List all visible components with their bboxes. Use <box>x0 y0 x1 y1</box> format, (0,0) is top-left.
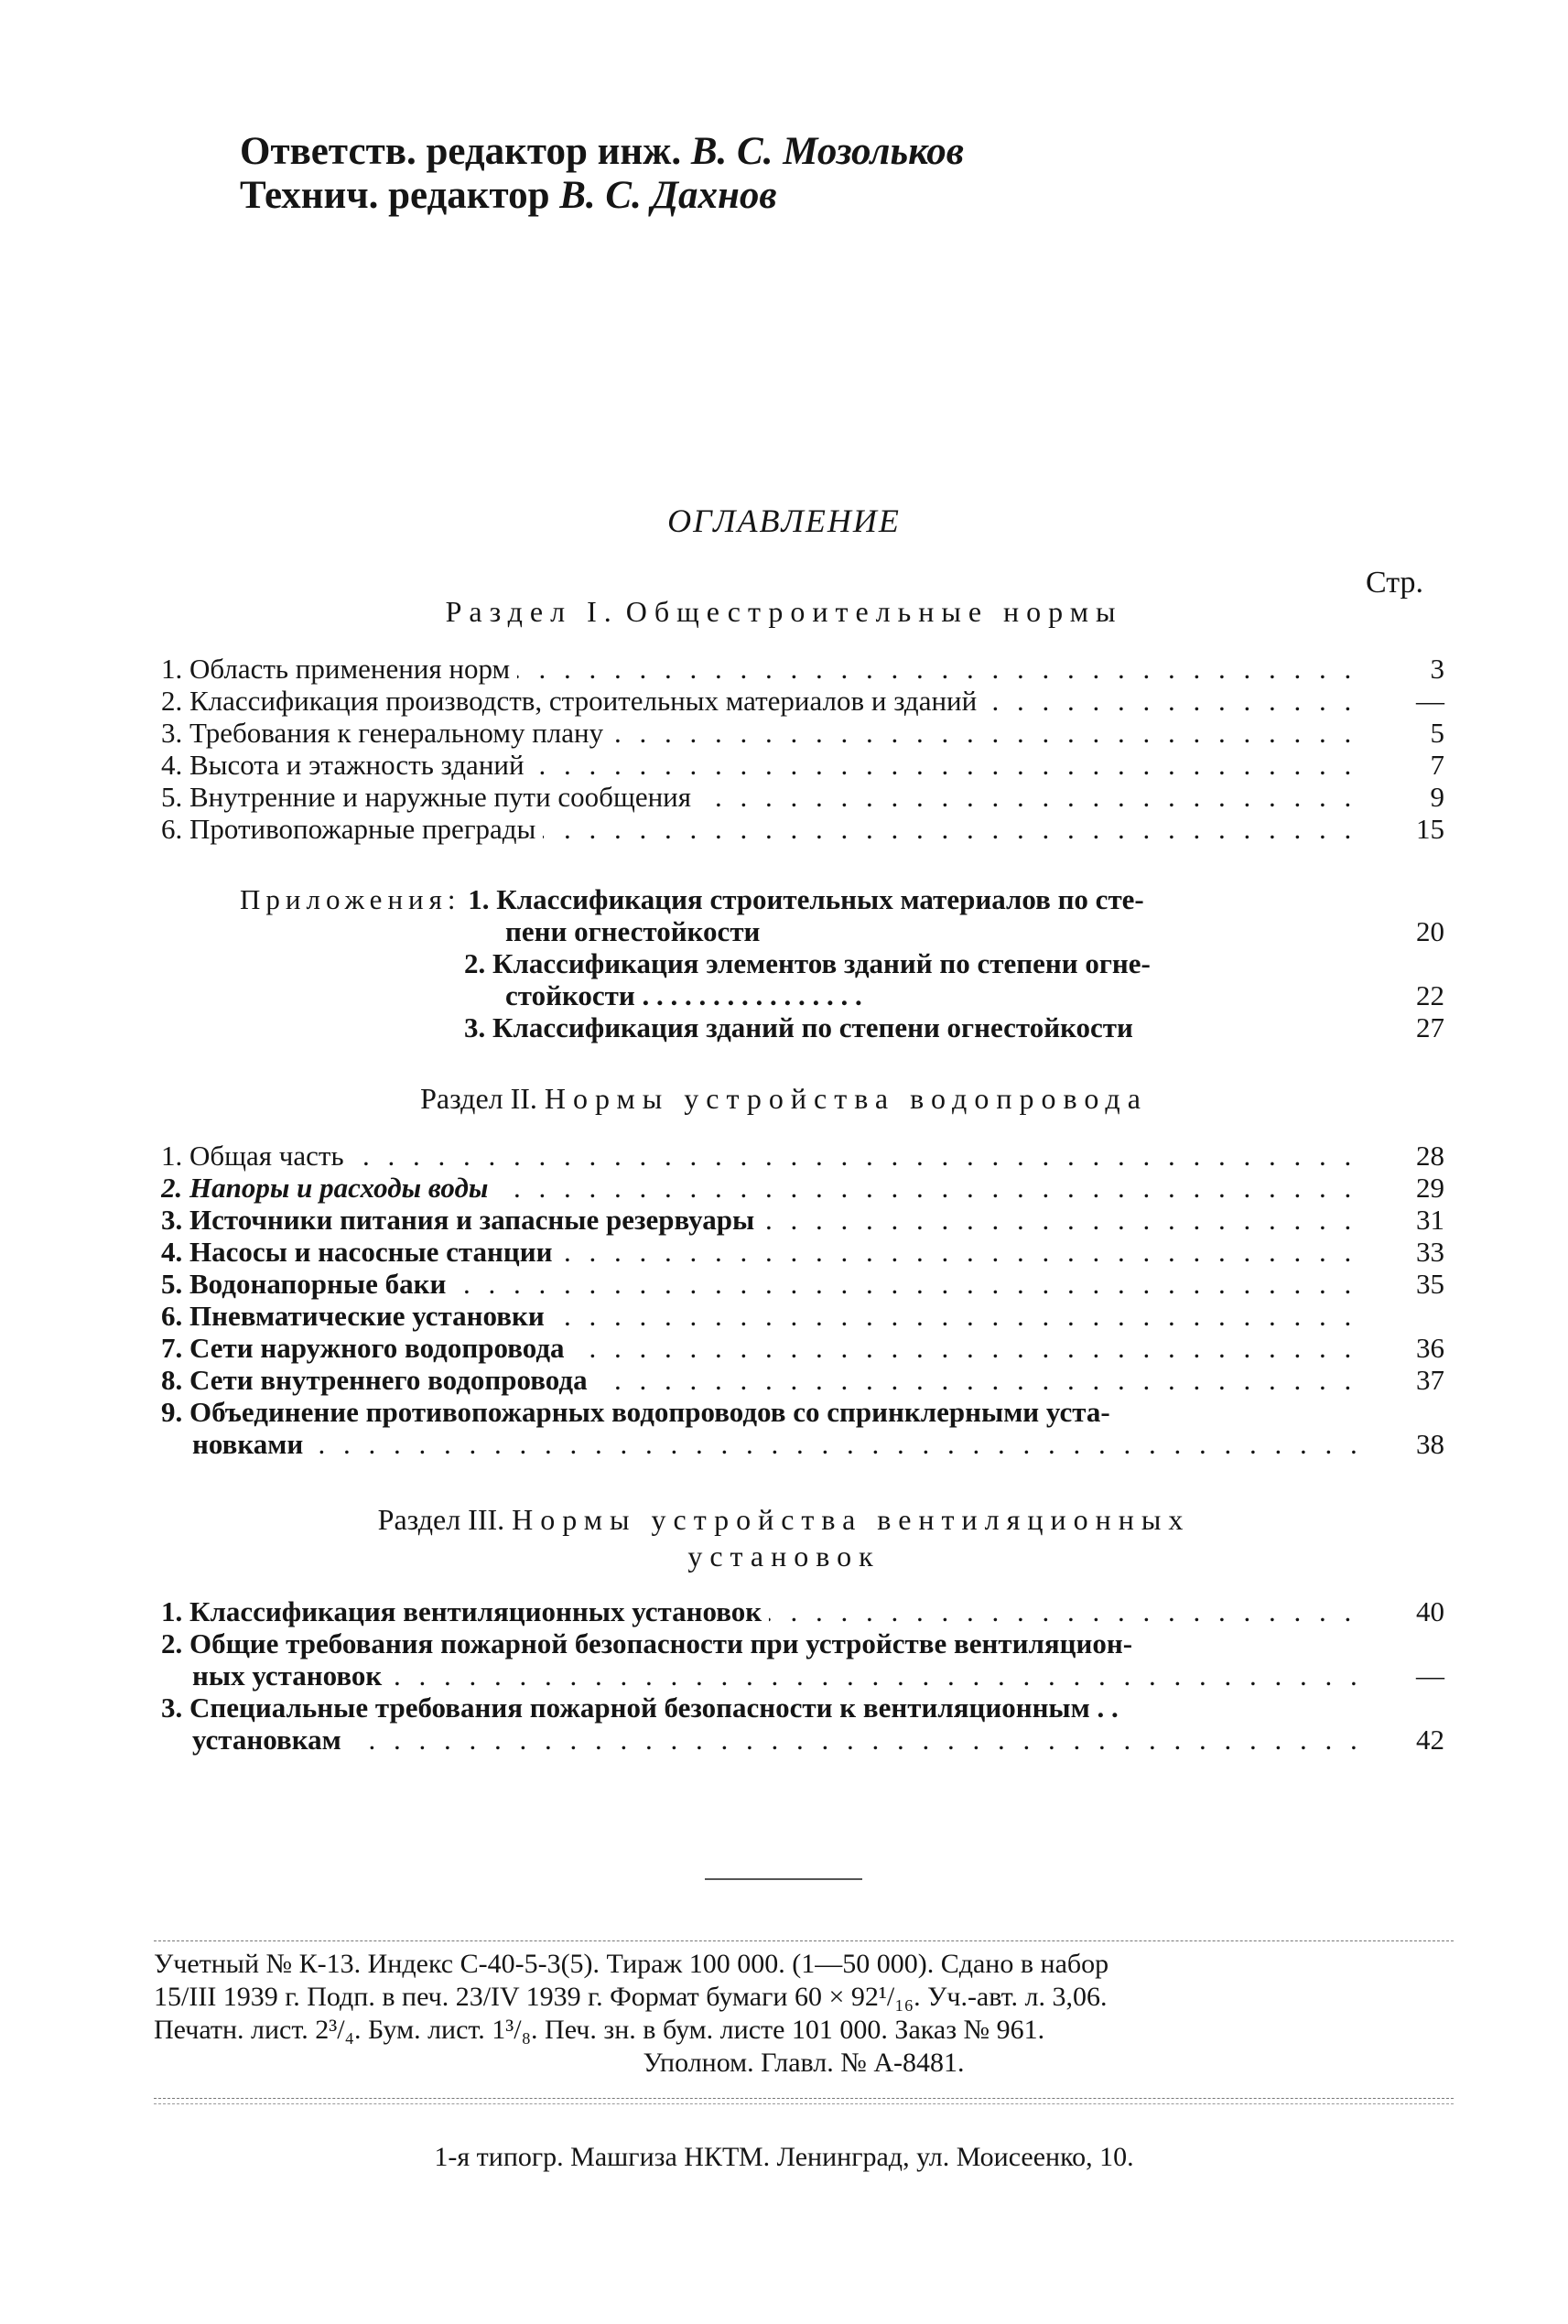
appendix-item-page: 22 <box>1416 979 1444 1011</box>
section-3-title-line2: установок <box>687 1540 881 1573</box>
toc-item-page: 35 <box>1416 1268 1444 1300</box>
toc-item-page: 42 <box>1416 1724 1444 1756</box>
toc-title: ОГЛАВЛЕНИЕ <box>667 503 901 539</box>
toc-item-cont: установкам <box>192 1724 349 1756</box>
toc-row[interactable] <box>161 1692 1444 1724</box>
section-2-prefix: Раздел II. <box>420 1082 537 1115</box>
toc-item-page: 29 <box>1416 1172 1444 1204</box>
toc-item-label: 1. Классификация вентиляционных установок <box>161 1595 769 1627</box>
toc-row[interactable] <box>161 1332 1444 1365</box>
toc-row[interactable] <box>161 781 1444 814</box>
toc-row[interactable] <box>161 1204 1444 1237</box>
toc-item-label: 7. Сети наружного водопровода <box>161 1332 572 1364</box>
appendix-item-page: 27 <box>1416 1011 1444 1043</box>
toc-item-cont: ных установок <box>192 1659 389 1692</box>
toc-item-label: 3. Источники питания и запасные резервуары <box>161 1204 762 1236</box>
section-1-heading <box>0 593 1568 630</box>
toc-row-cont[interactable] <box>161 1659 1444 1692</box>
appendix-item-label: 1. Классификация строительных материалов по сте- <box>468 883 1144 915</box>
toc-item-page: — <box>1416 685 1444 717</box>
toc-row[interactable] <box>161 1236 1444 1269</box>
appendix-row[interactable] <box>240 1011 1444 1044</box>
toc-item-page: — <box>1416 1659 1444 1692</box>
section-2-heading <box>0 1080 1568 1117</box>
appendix-row-cont[interactable] <box>240 915 1444 948</box>
toc-item-label: 1. Область применения норм <box>161 653 517 685</box>
toc-item-label: 3. Требования к генеральному плану <box>161 717 611 749</box>
toc-row[interactable] <box>161 1300 1444 1333</box>
toc-row[interactable] <box>161 1268 1444 1301</box>
appendix-item-label: 3. Классификация зданий по степени огнестойкости <box>464 1011 1133 1043</box>
imprint-line-4: Уполном. Главл. № А-8481. <box>643 2048 965 2078</box>
toc-item-label: 6. Противопожарные преграды <box>161 813 543 845</box>
technical-editor-line <box>240 174 964 218</box>
toc-row[interactable] <box>161 717 1444 750</box>
toc-item-page: 15 <box>1416 813 1444 845</box>
editors-block <box>240 130 964 218</box>
section-3-heading <box>0 1501 1568 1574</box>
page-column-label: Стр. <box>1366 566 1424 600</box>
imprint-bottom-rule-2 <box>154 2103 1454 2104</box>
imprint-line-1: Учетный № К-13. Индекс С-40-5-3(5). Тираж 100 000. (1—50 000). Сдано в набор <box>154 1949 1109 1979</box>
toc-row[interactable] <box>161 1140 1444 1173</box>
toc-row[interactable] <box>161 1172 1444 1205</box>
toc-item-page: 9 <box>1430 781 1444 813</box>
section-3-prefix: Раздел III. <box>377 1503 505 1536</box>
toc-item-page: 28 <box>1416 1140 1444 1172</box>
section-3-title-line1: Нормы устройства вентиляционных <box>512 1503 1191 1536</box>
toc-item-label: 5. Водонапорные баки <box>161 1268 453 1300</box>
toc-item-page: 7 <box>1430 749 1444 781</box>
appendix-row[interactable] <box>240 883 1444 916</box>
toc-row-cont[interactable] <box>161 1428 1444 1461</box>
imprint-bottom-rule <box>154 2098 1454 2099</box>
toc-item-label: 5. Внутренние и наружные пути сообщения <box>161 781 698 813</box>
section-1-title: Общестроительные нормы <box>625 595 1123 628</box>
technical-editor-label: Технич. редактор <box>240 174 550 217</box>
toc-item-cont: новками <box>192 1428 310 1460</box>
toc-item-page: 38 <box>1416 1428 1444 1460</box>
appendix-item-cont: стойкости <box>505 979 635 1011</box>
appendix-item-label: 2. Классификация элементов зданий по степени огне- <box>464 947 1151 979</box>
toc-item-page: 31 <box>1416 1204 1444 1236</box>
toc-item-label: 2. Общие требования пожарной безопасности при устройстве вентиляцион- <box>161 1627 1140 1659</box>
imprint-top-rule <box>154 1940 1454 1941</box>
section-1-prefix: Раздел I. <box>445 595 619 628</box>
toc-row-cont[interactable] <box>161 1724 1444 1757</box>
toc-item-label: 2. Классификация производств, строительных материалов и зданий <box>161 685 984 717</box>
toc-row[interactable] <box>161 1396 1444 1429</box>
toc-item-label: 8. Сети внутреннего водопровода <box>161 1364 595 1396</box>
toc-item-label: 2. Напоры и расходы воды <box>161 1172 495 1204</box>
toc-row[interactable] <box>161 1595 1444 1628</box>
imprint-line-3: Печатн. лист. 2³/₄. Бум. лист. 1³/₈. Печ. зн. в бум. листе 101 000. Заказ № 961. <box>154 2015 1045 2045</box>
toc-item-page: 40 <box>1416 1595 1444 1627</box>
toc-item-label: 6. Пневматические установки <box>161 1300 552 1332</box>
imprint-line-2: 15/III 1939 г. Подп. в печ. 23/IV 1939 г. Формат бумаги 60 × 92¹/₁₆. Уч.-авт. л. 3,06. <box>154 1982 1108 2012</box>
toc-row[interactable] <box>161 749 1444 782</box>
toc-row[interactable] <box>161 653 1444 686</box>
toc-row[interactable] <box>161 685 1444 718</box>
toc-item-label: 4. Высота и этажность зданий <box>161 749 532 781</box>
toc-row[interactable] <box>161 1364 1444 1397</box>
imprint-block <box>154 1948 1454 2080</box>
toc-item-page: 33 <box>1416 1236 1444 1268</box>
toc-item-label: 9. Объединение противопожарных водопроводов со спринклерными уста- <box>161 1396 1118 1428</box>
appendix-item-page: 20 <box>1416 915 1444 947</box>
responsible-editor-name: В. С. Мозольков <box>690 130 965 173</box>
toc-item-label: 3. Специальные требования пожарной безопасности к вентиляционным . . <box>161 1692 1126 1724</box>
printer-line: 1-я типогр. Машгиза НКТМ. Ленинград, ул. Моисеенко, 10. <box>434 2142 1134 2172</box>
section-2-title: Нормы устройства водопровода <box>544 1082 1148 1115</box>
section-divider <box>705 1878 862 1880</box>
toc-row[interactable] <box>161 813 1444 846</box>
appendix-row-cont[interactable]: стойкости . . . . . . . . . . . . . . . . 22 <box>505 979 1444 1011</box>
toc-row[interactable] <box>161 1627 1444 1660</box>
technical-editor-name: В. С. Дахнов <box>559 174 777 217</box>
toc-item-label: 1. Общая часть <box>161 1140 351 1172</box>
appendix-prefix: Приложения: <box>240 883 461 915</box>
responsible-editor-line <box>240 130 964 174</box>
responsible-editor-label: Ответств. редактор инж. <box>240 130 682 173</box>
toc-item-page: 37 <box>1416 1364 1444 1396</box>
appendix-item-cont: пени огнестойкости <box>505 915 761 947</box>
toc-item-page: 5 <box>1430 717 1444 749</box>
toc-item-page: 3 <box>1430 653 1444 685</box>
appendix-row[interactable] <box>240 947 1444 980</box>
toc-item-label: 4. Насосы и насосные станции <box>161 1236 559 1268</box>
toc-item-page: 36 <box>1416 1332 1444 1364</box>
